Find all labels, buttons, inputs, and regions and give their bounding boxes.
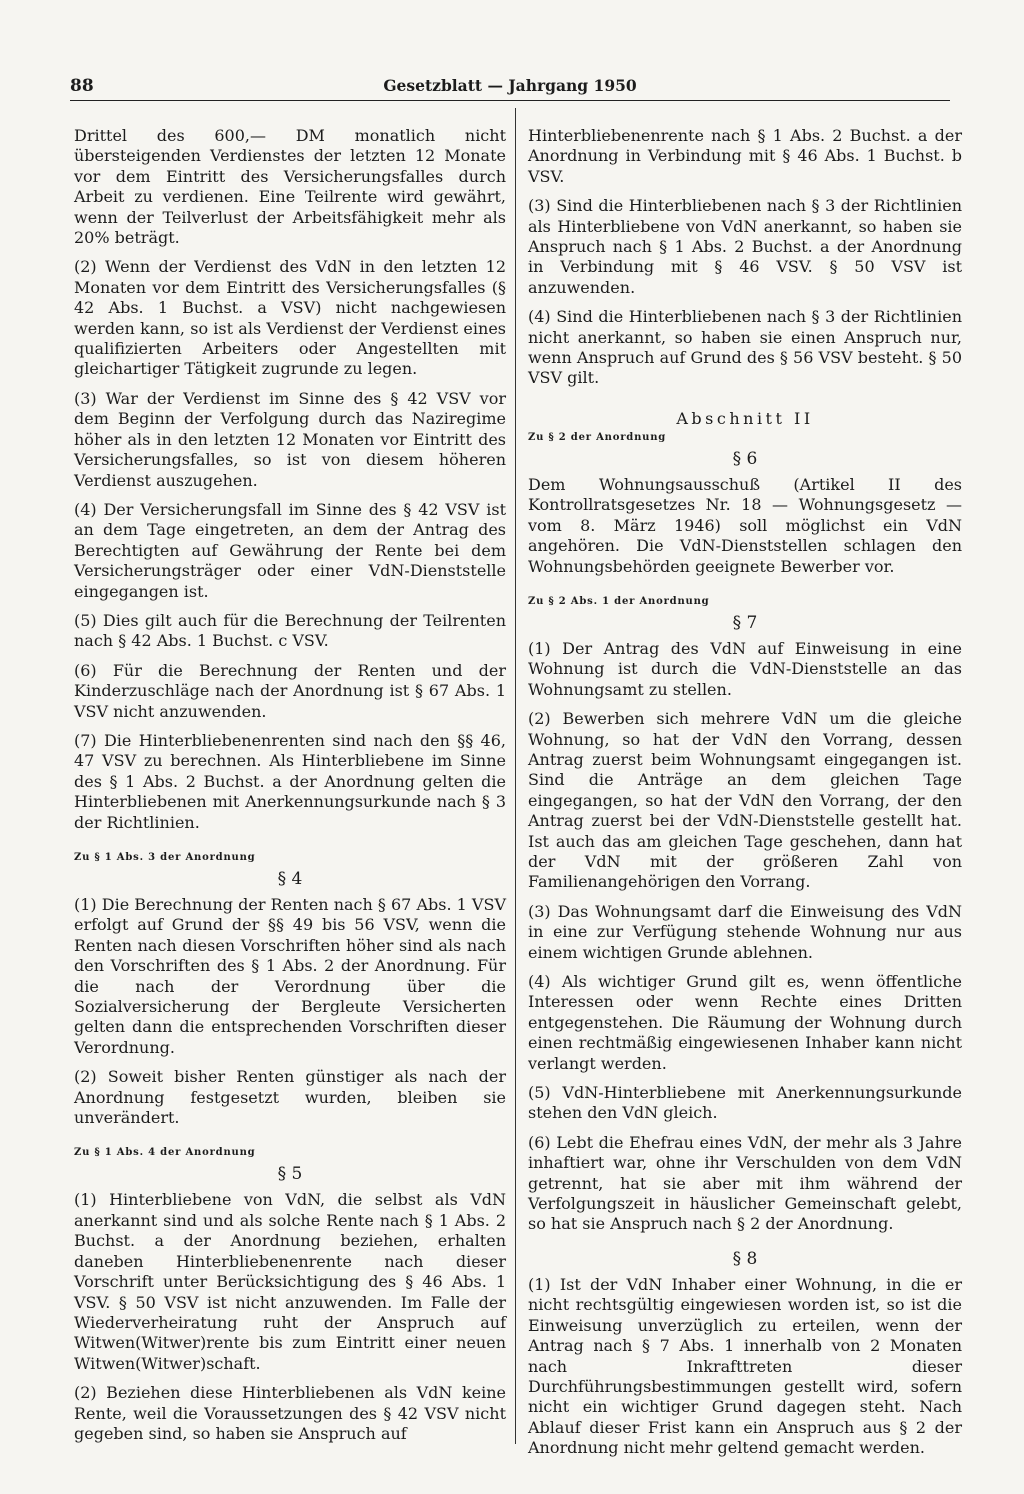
chapter-heading: Abschnitt II	[676, 408, 814, 428]
paragraph: (2) Beziehen diese Hinterbliebenen als VdN keine Rente, weil die Voraussetzungen des § 42 VSV nicht gegeben sind, so haben sie Anspruch auf	[74, 1383, 506, 1443]
paragraph: (4) Sind die Hinterbliebenen nach § 3 der Richtlinien nicht anerkannt, so haben sie einen Anspruch nur, wenn Anspruch auf Grund des § 56 VSV besteht. § 50 VSV gilt.	[528, 307, 962, 388]
reference-heading: Zu § 2 Abs. 1 der Anordnung	[528, 595, 710, 607]
paragraph: (3) War der Verdienst im Sinne des § 42 VSV vor dem Beginn der Verfolgung durch das Naziregime höher als in den letzten 12 Monaten vor Eintritt des Versicherungsfalles, so ist von diesem höheren Verdienst auszugehen.	[74, 388, 506, 490]
running-head: Gesetzblatt — Jahrgang 1950	[383, 76, 637, 95]
paragraph: (2) Soweit bisher Renten günstiger als nach der Anordnung festgesetzt wurden, bleiben sie unverändert.	[74, 1067, 506, 1128]
section-number: § 6	[732, 448, 758, 469]
paragraph: (3) Sind die Hinterbliebenen nach § 3 der Richtlinien als Hinterbliebene von VdN anerkannt, so haben sie Anspruch nach § 1 Abs. 2 Buchst. a der Anordnung in Verbindung mit § 46 VSV. § 50 VSV ist anzuwenden.	[528, 196, 962, 297]
section-number: § 5	[277, 1164, 303, 1185]
header-rule	[70, 100, 950, 101]
page-number: 88	[70, 76, 94, 96]
left-column	[74, 126, 506, 1456]
paragraph: (6) Für die Berechnung der Renten und der Kinderzuschläge nach der Anordnung ist § 67 Abs. 1 VSV nicht anzuwenden.	[74, 660, 506, 721]
reference-heading: Zu § 2 der Anordnung	[528, 431, 667, 443]
paragraph: (7) Die Hinterbliebenenrenten sind nach den §§ 46, 47 VSV zu berechnen. Als Hinterbliebene im Sinne des § 1 Abs. 2 Buchst. a der Anordnung gelten die Hinterbliebenen mit Anerkennungsurkunde nach § 3 der Richtlinien.	[74, 730, 506, 832]
reference-heading: Zu § 1 Abs. 4 der Anordnung	[74, 1147, 256, 1159]
section-number: § 8	[732, 1248, 758, 1269]
paragraph: (5) VdN-Hinterbliebene mit Anerkennungsurkunde stehen den VdN gleich.	[528, 1083, 962, 1123]
paragraph: Hinterbliebenenrente nach § 1 Abs. 2 Buchst. a der Anordnung in Verbindung mit § 46 Abs. 1 Buchst. b VSV.	[528, 126, 962, 186]
section-number: § 4	[277, 869, 303, 889]
paragraph: (1) Der Antrag des VdN auf Einweisung in eine Wohnung ist durch die VdN-Dienststelle an das Wohnungsamt zu stellen.	[528, 638, 962, 699]
paragraph: (6) Lebt die Ehefrau eines VdN, der mehr als 3 Jahre inhaftiert war, ohne ihr Verschulden von dem VdN getrennt, hat sie aber mit ihm während der Verfolgungszeit in häuslicher Gemeinschaft gelebt, so hat sie Anspruch nach § 2 der Anordnung.	[528, 1132, 962, 1234]
paragraph: (1) Die Berechnung der Renten nach § 67 Abs. 1 VSV erfolgt auf Grund der §§ 49 bis 56 VSV, wenn die Renten nach diesen Vorschriften höher sind als nach den Vorschriften des § 1 Abs. 2 der Anordnung. Für die nach der Verordnung über die Sozialversicherung der Bergleute Versicherten gelten dann die entsprechenden Vorschriften dieser Verordnung.	[74, 895, 506, 1057]
paragraph: (1) Ist der VdN Inhaber einer Wohnung, in die er nicht rechtsgültig eingewiesen worden ist, so ist die Einweisung unverzüglich zu erteilen, wenn der Antrag nach § 7 Abs. 1 innerhalb von 2 Monaten nach Inkrafttreten dieser Durchführungsbestimmungen gestellt wird, sofern nicht ein wichtiger Grund dagegen steht. Nach Ablauf dieser Frist kann ein Anspruch aus § 2 der Anordnung nicht mehr geltend gemacht werden.	[528, 1274, 962, 1458]
paragraph: (2) Bewerben sich mehrere VdN um die gleiche Wohnung, so hat der VdN den Vorrang, dessen Antrag zuerst beim Wohnungsamt eingegangen ist. Sind die Anträge an dem gleichen Tage eingegangen, so hat der VdN den Vorrang, der den Antrag zuerst bei der VdN-Dienststelle gestellt hat. Ist auch das am gleichen Tage geschehen, dann hat der VdN mit der größeren Zahl von Familienangehörigen den Vorrang.	[528, 709, 962, 892]
paragraph: (5) Dies gilt auch für die Berechnung der Teilrenten nach § 42 Abs. 1 Buchst. c VSV.	[74, 610, 506, 651]
page-header	[70, 76, 950, 102]
paragraph: Dem Wohnungsausschuß (Artikel II des Kontrollratsgesetzes Nr. 18 — Wohnungsgesetz — vom 8. März 1946) soll möglichst ein VdN angehören. Die VdN-Dienststellen schlagen den Wohnungsbehörden geeignete Bewerber vor.	[528, 474, 962, 576]
reference-heading: Zu § 1 Abs. 3 der Anordnung	[74, 852, 256, 863]
paragraph: (3) Das Wohnungsamt darf die Einweisung des VdN in eine zur Verfügung stehende Wohnung nur aus einem wichtigen Grunde ablehnen.	[528, 901, 962, 962]
column-divider	[515, 108, 516, 1444]
section-number: § 7	[732, 612, 758, 633]
paragraph: (4) Als wichtiger Grund gilt es, wenn öffentliche Interessen oder wenn Rechte eines Dritten entgegenstehen. Die Räumung der Wohnung durch einen rechtmäßig eingewiesenen Inhaber kann nicht verlangt werden.	[528, 972, 962, 1073]
paragraph: (1) Hinterbliebene von VdN, die selbst als VdN anerkannt sind und als solche Rente nach § 1 Abs. 2 Buchst. a der Anordnung beziehen, erhalten daneben Hinterbliebenenrente nach dieser Vorschrift unter Berücksichtigung des § 46 Abs. 1 VSV. § 50 VSV ist nicht anzuwenden. Im Falle der Wiederverheiratung ruht der Anspruch auf Witwen(Witwer)rente bis zum Eintritt einer neuen Witwen(Witwer)schaft.	[74, 1190, 506, 1373]
right-column	[528, 126, 962, 1456]
paragraph: (4) Der Versicherungsfall im Sinne des § 42 VSV ist an dem Tage eingetreten, an dem der Antrag des Berechtigten auf Gewährung der Rente bei dem Versicherungsträger oder einer VdN-Dienststelle eingegangen ist.	[74, 499, 506, 601]
paragraph: Drittel des 600,— DM monatlich nicht übersteigenden Verdienstes der letzten 12 Monate vor dem Eintritt des Versicherungsfalles durch Arbeit zu verdienen. Eine Teilrente wird gewährt, wenn der Teilverlust der Arbeitsfähigkeit mehr als 20% beträgt.	[74, 126, 506, 248]
paragraph: (2) Wenn der Verdienst des VdN in den letzten 12 Monaten vor dem Eintritt des Versicherungsfalles (§ 42 Abs. 1 Buchst. a VSV) nicht nachgewiesen werden kann, so ist als Verdienst der Verdienst eines qualifizierten Arbeiters oder Angestellten mit gleichartiger Tätigkeit zugrunde zu legen.	[74, 257, 506, 379]
